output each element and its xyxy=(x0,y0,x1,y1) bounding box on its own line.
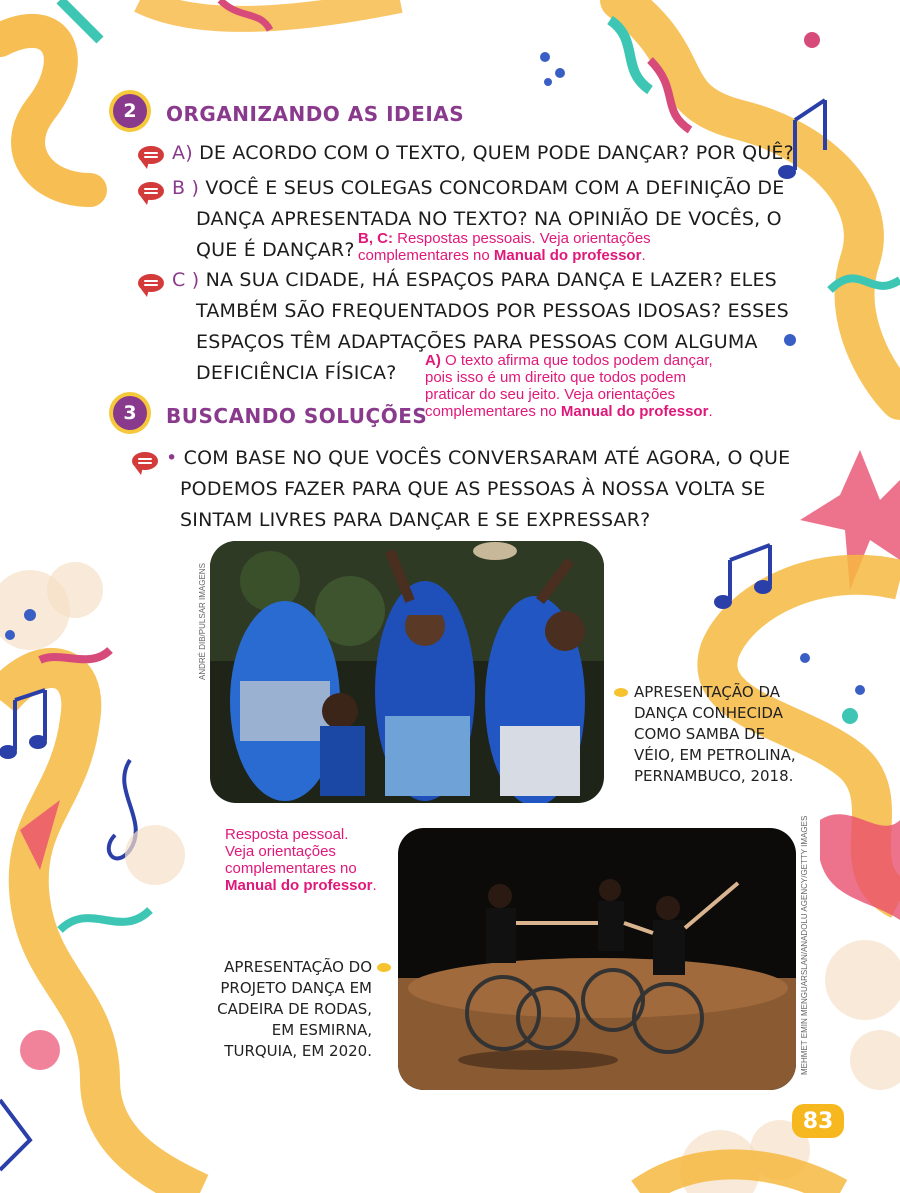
photo-wheelchair-dance xyxy=(398,828,796,1090)
section3-question xyxy=(166,443,790,536)
caption-line: COMO SAMBA DE xyxy=(634,725,766,743)
question-line: DANÇA APRESENTADA NO TEXTO? NA OPINIÃO DE VOCÊS, O xyxy=(196,208,782,230)
note-end: . xyxy=(708,403,713,420)
note-manual: Manual do professor xyxy=(493,247,642,264)
caption-line: CADEIRA DE RODAS, xyxy=(217,1000,372,1018)
speech-bubble-icon xyxy=(138,182,164,200)
photo1-caption xyxy=(634,682,796,787)
question-line: NA SUA CIDADE, HÁ ESPAÇOS PARA DANÇA E LAZER? ELES xyxy=(205,269,777,291)
page-number: 83 xyxy=(792,1104,844,1138)
question-line: ESPAÇOS TÊM ADAPTAÇÕES PARA PESSOAS COM ALGUMA xyxy=(196,331,758,353)
photo-credit: MEHMET EMIN MENGUARSLAN/ANADOLU AGENCY/GETTY IMAGES xyxy=(800,815,809,1075)
question-line: DEFICIÊNCIA FÍSICA? xyxy=(196,362,397,384)
caption-line: VÉIO, EM PETROLINA, xyxy=(634,746,796,764)
note-line: praticar do seu jeito. Veja orientações xyxy=(425,386,676,403)
teacher-note-response xyxy=(225,826,377,894)
section-number-badge: 3 xyxy=(113,396,147,430)
note-tag: A) xyxy=(425,352,441,369)
note-line: Resposta pessoal. xyxy=(225,826,349,843)
section-title: ORGANIZANDO AS IDEIAS xyxy=(166,102,465,126)
speech-bubble-icon xyxy=(132,452,158,470)
caption-line: APRESENTAÇÃO DA xyxy=(634,683,781,701)
note-manual: Manual do professor xyxy=(225,877,373,894)
question-line: TAMBÉM SÃO FREQUENTADOS POR PESSOAS IDOSAS? ESSES xyxy=(196,300,789,322)
caption-line: PERNAMBUCO, 2018. xyxy=(634,767,794,785)
bullet: • xyxy=(166,447,178,469)
caption-line: TURQUIA, EM 2020. xyxy=(224,1042,372,1060)
question-line: SINTAM LIVRES PARA DANÇAR E SE EXPRESSAR? xyxy=(180,509,651,531)
caption-line: PROJETO DANÇA EM xyxy=(220,979,372,997)
note-line: complementares no xyxy=(358,247,494,264)
question-line: PODEMOS FAZER PARA QUE AS PESSOAS À NOSSA VOLTA SE xyxy=(180,478,766,500)
caption-line: EM ESMIRNA, xyxy=(271,1021,372,1039)
question-line: VOCÊ E SEUS COLEGAS CONCORDAM COM A DEFINIÇÃO DE xyxy=(205,177,785,199)
note-line: Veja orientações xyxy=(225,843,336,860)
note-end: . xyxy=(641,247,646,264)
teacher-note-a xyxy=(425,352,713,420)
note-manual: Manual do professor xyxy=(560,403,709,420)
caption-line: DANÇA CONHECIDA xyxy=(634,704,783,722)
note-line: complementares no xyxy=(225,860,357,877)
photo-credit: ANDRÉ DIB/PULSAR IMAGENS xyxy=(198,563,207,680)
question-line: DE ACORDO COM O TEXTO, QUEM PODE DANÇAR? POR QUÊ? xyxy=(199,142,794,164)
section-number-badge: 2 xyxy=(113,94,147,128)
question-letter: C ) xyxy=(172,269,200,291)
note-line: Respostas pessoais. Veja orientações xyxy=(397,230,651,247)
question-letter: A) xyxy=(172,142,193,164)
note-line: pois isso é um direito que todos podem xyxy=(425,369,686,386)
question-line: COM BASE NO QUE VOCÊS CONVERSARAM ATÉ AGORA, O QUE xyxy=(183,447,791,469)
speech-bubble-icon xyxy=(138,274,164,292)
note-end: . xyxy=(372,877,377,894)
photo-samba-de-veio xyxy=(210,541,604,803)
caption-line: APRESENTAÇÃO DO xyxy=(224,958,372,976)
caption-marker xyxy=(614,688,628,697)
question-a xyxy=(172,138,794,169)
question-letter: B ) xyxy=(172,177,200,199)
note-line: complementares no xyxy=(425,403,561,420)
note-tag: B, C: xyxy=(358,230,393,247)
teacher-note-bc xyxy=(358,230,651,264)
speech-bubble-icon xyxy=(138,146,164,164)
caption-marker xyxy=(377,963,391,972)
section-title: BUSCANDO SOLUÇÕES xyxy=(166,404,428,428)
photo2-caption xyxy=(200,957,372,1062)
note-line: O texto afirma que todos podem dançar, xyxy=(445,352,713,369)
question-line: QUE É DANÇAR? xyxy=(196,239,355,261)
